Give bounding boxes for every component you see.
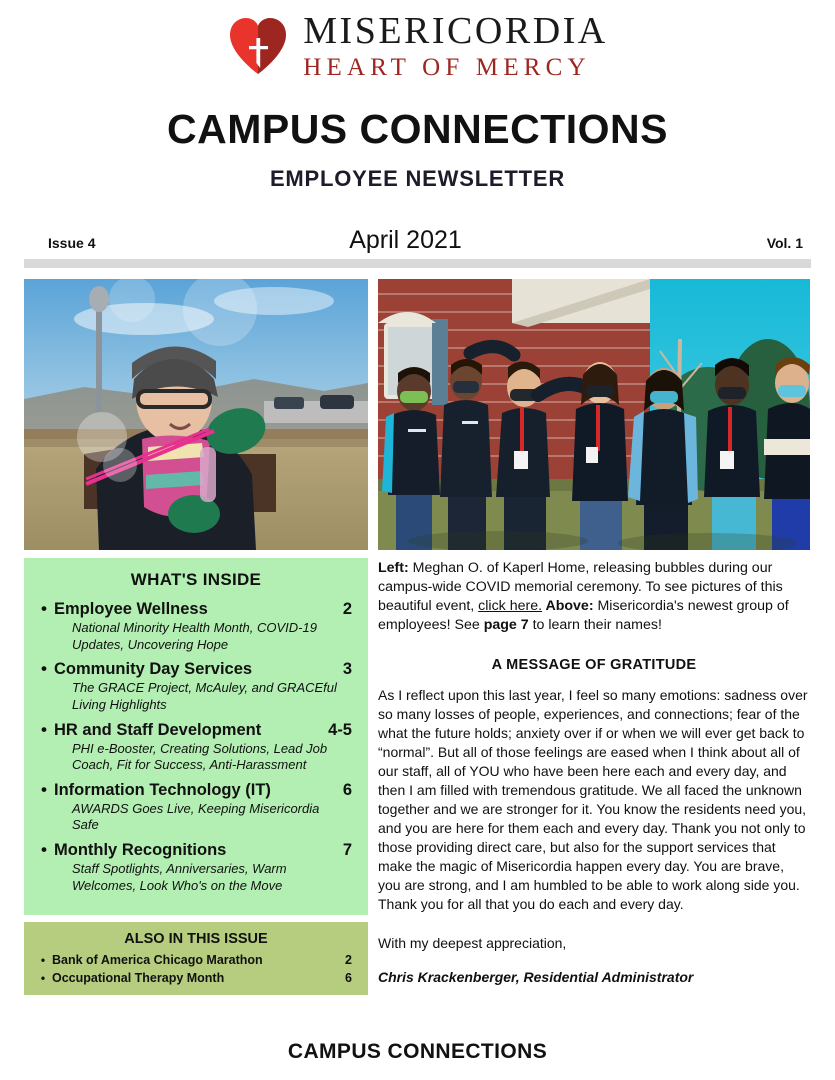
bullet-icon: • xyxy=(41,659,47,679)
gratitude-closing: With my deepest appreciation, xyxy=(378,934,567,951)
also-list-item-page: 2 xyxy=(345,953,352,968)
brand-logo-lockup xyxy=(227,12,607,80)
whats-inside-box xyxy=(24,558,368,915)
also-list-item-label: Bank of America Chicago Marathon xyxy=(52,953,263,968)
whats-inside-item-head xyxy=(34,660,358,679)
whats-inside-item[interactable] xyxy=(34,721,358,774)
header-divider xyxy=(24,259,811,268)
whats-inside-item-page: 3 xyxy=(342,660,352,679)
brand-tagline: HEART OF MERCY xyxy=(303,54,591,81)
photo-row xyxy=(24,279,811,550)
whats-inside-title: WHAT'S INSIDE xyxy=(130,570,262,589)
whats-inside-item-label: Information Technology (IT) xyxy=(54,780,271,799)
page-subtitle: EMPLOYEE NEWSLETTER xyxy=(269,166,566,191)
brand-name: MISERICORDIA xyxy=(303,10,608,52)
caption-left-text: Meghan O. of Kaperl Home, releasing bubbles during our campus-wide COVID memorial ceremony. To see pictures of this beautiful event, xyxy=(378,560,783,614)
whats-inside-item-sub: National Minority Health Month, COVID-19 Updates, Uncovering Hope xyxy=(72,620,317,652)
whats-inside-item-label: HR and Staff Development xyxy=(54,720,262,739)
whats-inside-item[interactable] xyxy=(34,841,358,894)
photo-employee-group-art xyxy=(378,279,810,550)
whats-inside-item[interactable] xyxy=(34,600,358,653)
bullet-icon: • xyxy=(40,971,46,986)
whats-inside-item[interactable] xyxy=(34,660,358,713)
also-list-item[interactable] xyxy=(34,953,358,967)
caption-above-text-end: to learn their names! xyxy=(528,616,662,633)
also-list-item[interactable] xyxy=(34,971,358,985)
also-in-this-issue-title: ALSO IN THIS ISSUE xyxy=(124,931,268,948)
click-here-link[interactable]: click here. xyxy=(478,597,543,614)
whats-inside-item-head xyxy=(34,781,358,800)
gratitude-body: As I reflect upon this last year, I feel so many emotions: sadness over so many losses of people, experiences, and connections; fear of the what the future holds; anxiety over if or when we will ever get back to “normal”. But all of those feelings are eased when I think about all of our staff, all of YOU who have been here each and every day, and then I am filled with tremendous gratitude. We all faced the unknown together and we are stronger for it. You know the residents need you, and you are here for them each and every day. Thank you not only to those providing direct care, but also for the support services that make the magic of Misericordia happen every day. You are brave, you are strong, and I am humbled to be able to work along side you. Thank you for all that you do each and every day. xyxy=(378,686,808,912)
caption-above-label: Above: xyxy=(542,597,594,614)
photo-bubbles xyxy=(24,279,368,550)
masthead xyxy=(0,0,835,80)
whats-inside-item-sub: Staff Spotlights, Anniversaries, Warm Welcomes, Look Who's on the Move xyxy=(72,861,287,893)
whats-inside-item-label: Employee Wellness xyxy=(54,600,208,618)
photo-bubbles-art xyxy=(24,279,368,550)
page-footer: CAMPUS CONNECTIONS xyxy=(287,1040,548,1063)
bullet-icon: • xyxy=(40,953,46,968)
gratitude-heading: A MESSAGE OF GRATITUDE xyxy=(491,656,697,673)
whats-inside-item-page: 2 xyxy=(342,600,352,618)
whats-inside-item-label: Community Day Services xyxy=(54,660,253,679)
photo-caption xyxy=(378,559,810,635)
whats-inside-item-page: 7 xyxy=(342,841,352,859)
bullet-icon: • xyxy=(41,779,47,799)
whats-inside-item-head xyxy=(34,600,358,619)
issue-number: Issue 4 xyxy=(48,235,96,251)
whats-inside-item-label: Monthly Recognitions xyxy=(54,841,227,859)
issue-info-row xyxy=(24,226,811,256)
whats-inside-item-page: 6 xyxy=(342,780,352,799)
right-column xyxy=(378,558,810,995)
photo-employee-group xyxy=(378,279,810,550)
whats-inside-item-sub: PHI e-Booster, Creating Solutions, Lead Job Coach, Fit for Success, Anti-Harassment xyxy=(72,740,328,773)
also-list-item-label: Occupational Therapy Month xyxy=(52,971,225,986)
bullet-icon: • xyxy=(41,840,47,859)
whats-inside-item[interactable] xyxy=(34,781,358,834)
caption-above-text: Misericordia's newest group of employees! See xyxy=(378,597,789,633)
also-in-this-issue-box xyxy=(24,922,368,995)
heart-logo-icon xyxy=(227,16,289,76)
gratitude-signature: Chris Krackenberger, Residential Administrator xyxy=(378,968,694,985)
whats-inside-item-head xyxy=(34,841,358,860)
caption-left-label: Left: xyxy=(378,560,409,576)
content-columns xyxy=(24,558,811,995)
bullet-icon: • xyxy=(41,719,47,739)
issue-date: April 2021 xyxy=(349,226,462,254)
page-title: CAMPUS CONNECTIONS xyxy=(166,106,669,152)
whats-inside-item-page: 4-5 xyxy=(328,720,352,739)
bullet-icon: • xyxy=(41,599,47,618)
left-column xyxy=(24,558,368,995)
brand-wordmark xyxy=(303,12,607,80)
whats-inside-item-sub: AWARDS Goes Live, Keeping Misericordia Safe xyxy=(72,800,320,833)
also-list-item-page: 6 xyxy=(345,971,352,986)
whats-inside-item-sub: The GRACE Project, McAuley, and GRACEful Living Highlights xyxy=(72,680,337,712)
caption-page-ref: page 7 xyxy=(483,616,529,633)
whats-inside-item-head xyxy=(34,721,358,740)
volume-number: Vol. 1 xyxy=(766,235,803,251)
